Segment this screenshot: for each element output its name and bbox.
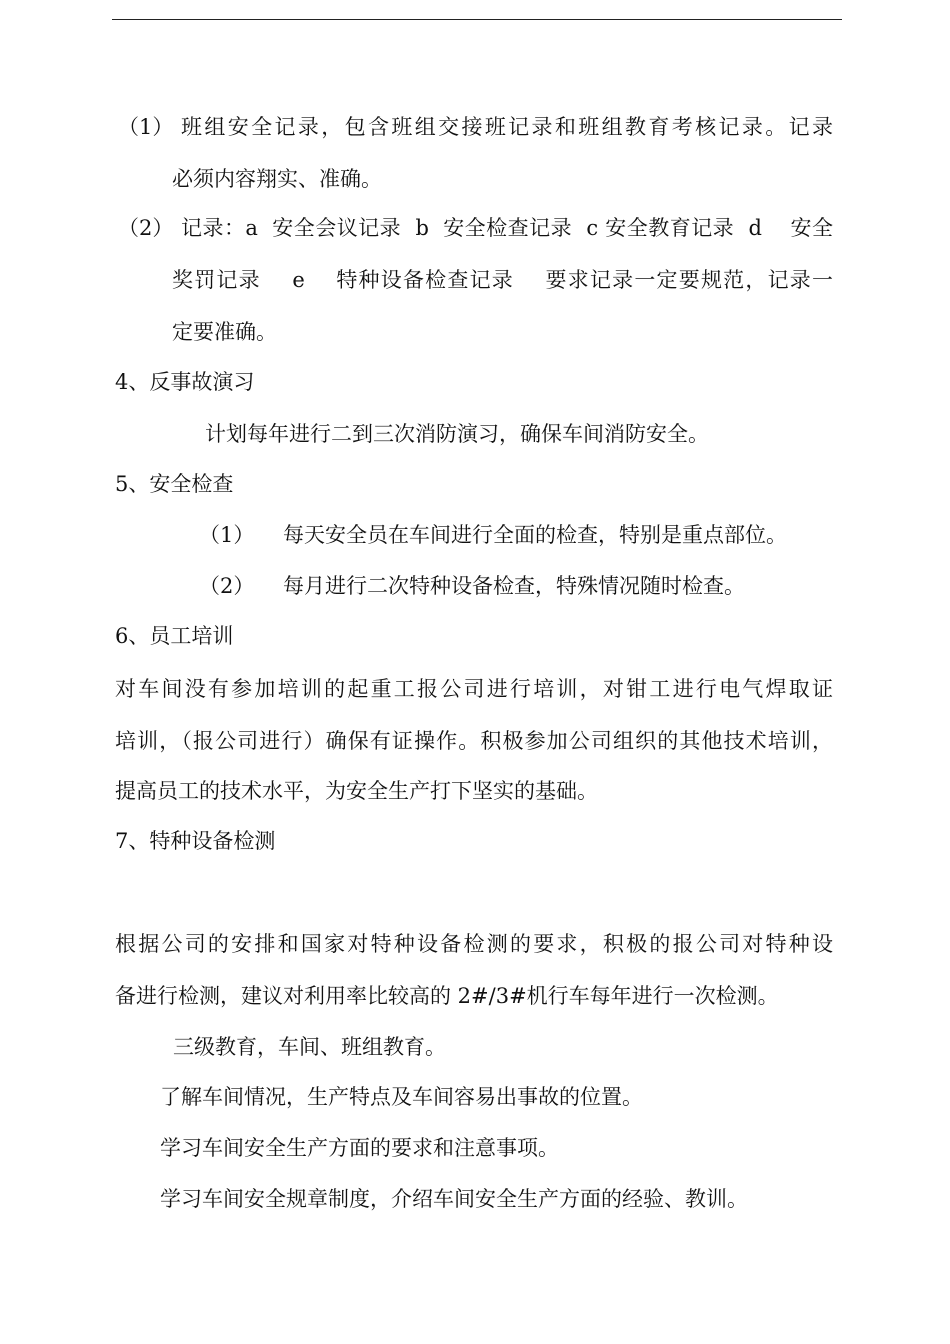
section5-item2-text: 每月进行二次特种设备检查，特殊情况随时检查。	[283, 574, 745, 598]
section6-heading: 6、员工培训	[115, 624, 234, 648]
item2-num: （2）	[118, 216, 174, 240]
section5-item1-num: （1）	[199, 523, 255, 547]
education-line2: 学习车间安全生产方面的要求和注意事项。	[160, 1136, 559, 1160]
education-line1: 了解车间情况，生产特点及车间容易出事故的位置。	[160, 1085, 643, 1109]
item1-line1: 班组安全记录，包含班组交接班记录和班组教育考核记录。记录	[181, 115, 833, 139]
section5-heading: 5、安全检查	[115, 472, 234, 496]
section7-line1: 根据公司的安排和国家对特种设备检测的要求，积极的报公司对特种设	[115, 932, 833, 956]
section4-heading: 4、反事故演习	[115, 370, 255, 394]
section7-heading: 7、特种设备检测	[115, 829, 276, 853]
education-title: 三级教育，车间、班组教育。	[173, 1035, 446, 1059]
section5-item2-num: （2）	[199, 574, 255, 598]
item1-line2: 必须内容翔实、准确。	[172, 167, 382, 191]
section5-item1-text: 每天安全员在车间进行全面的检查，特别是重点部位。	[283, 523, 787, 547]
item2-line2: 奖罚记录 e 特种设备检查记录 要求记录一定要规范，记录一	[172, 268, 833, 292]
item1-num: （1）	[118, 115, 174, 139]
item2-line3: 定要准确。	[172, 320, 277, 344]
section6-line1: 对车间没有参加培训的起重工报公司进行培训，对钳工进行电气焊取证	[115, 677, 833, 701]
item2-line1: 记录：a 安全会议记录 b 安全检查记录 c 安全教育记录 d 安全	[181, 216, 833, 240]
header-rule	[112, 19, 842, 20]
education-line3: 学习车间安全规章制度，介绍车间安全生产方面的经验、教训。	[160, 1187, 748, 1211]
section4-body: 计划每年进行二到三次消防演习，确保车间消防安全。	[205, 422, 709, 446]
section6-line3: 提高员工的技术水平，为安全生产打下坚实的基础。	[115, 779, 598, 803]
section6-line2: 培训，（报公司进行）确保有证操作。积极参加公司组织的其他技术培训，	[115, 729, 833, 753]
section7-line2: 备进行检测，建议对利用率比较高的 2#/3#机行车每年进行一次检测。	[115, 984, 779, 1008]
